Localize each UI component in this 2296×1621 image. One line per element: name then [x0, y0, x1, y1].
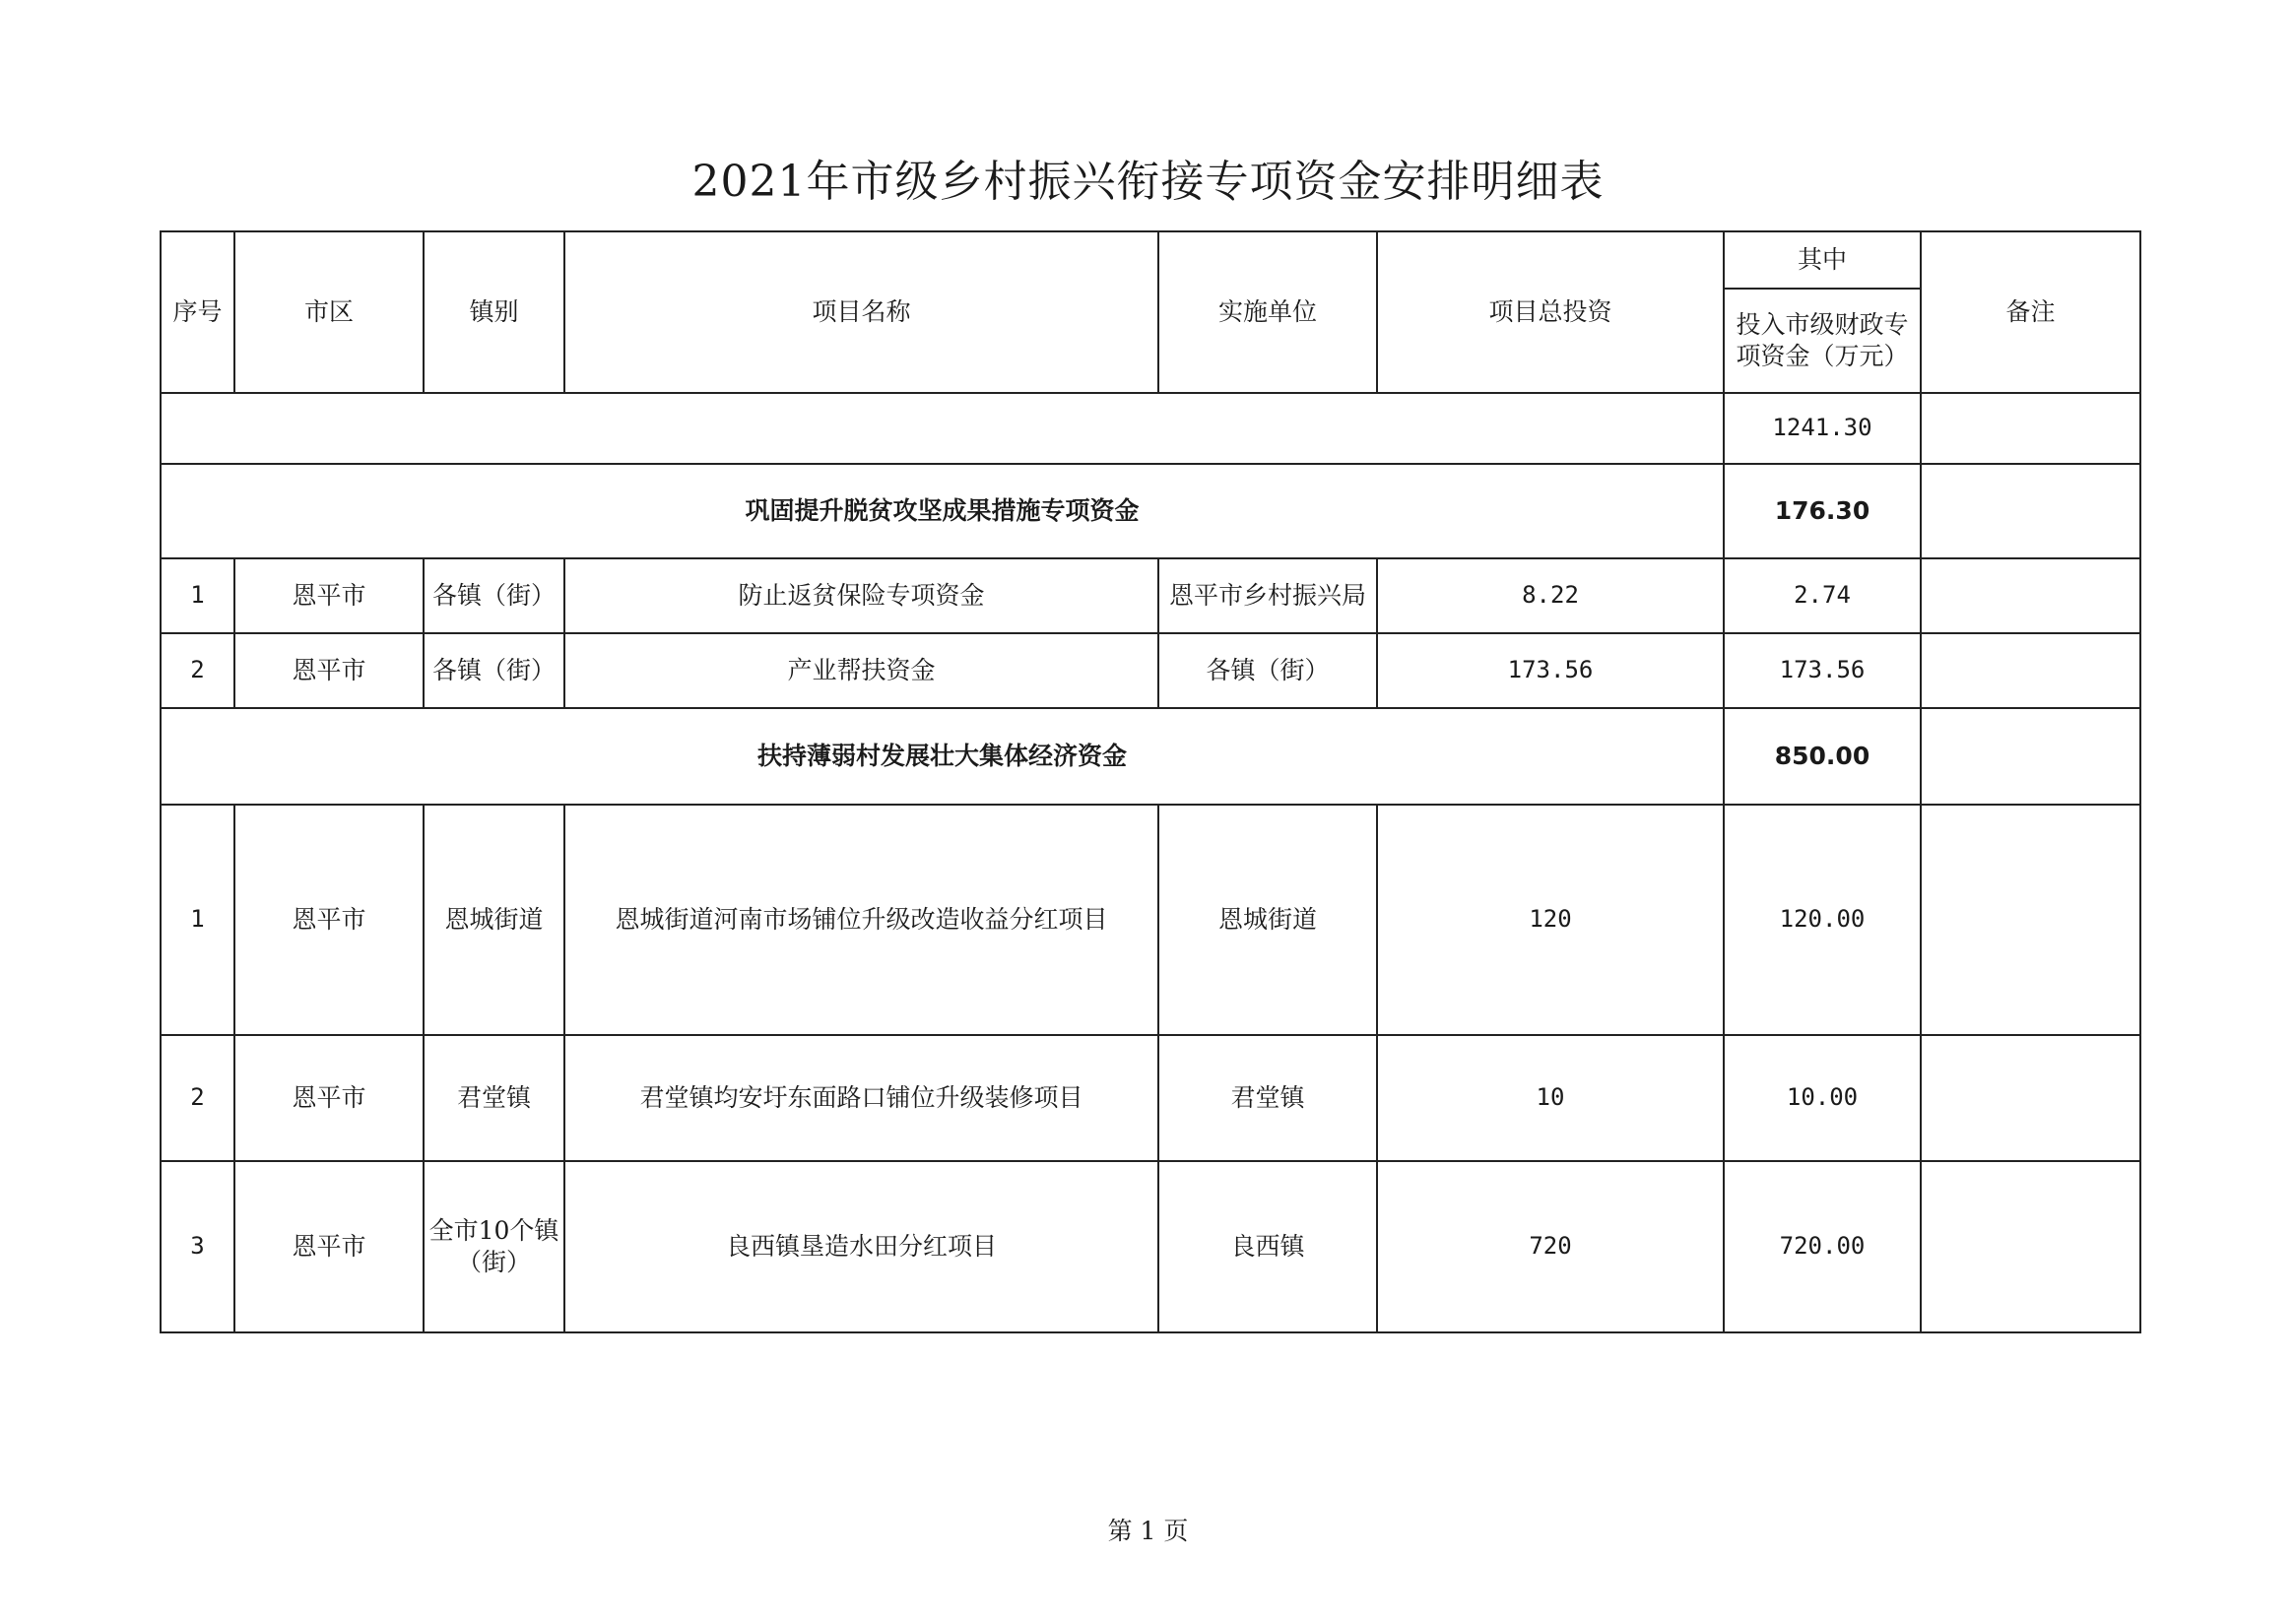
row-investment: 720 — [1377, 1161, 1724, 1332]
total-remark — [1921, 393, 2140, 464]
row-district: 恩平市 — [234, 633, 424, 708]
row-city-fund: 173.56 — [1724, 633, 1921, 708]
section-subtotal: 176.30 — [1724, 464, 1921, 558]
total-label-cell — [161, 393, 1724, 464]
row-town: 恩城街道 — [424, 805, 564, 1035]
row-project: 产业帮扶资金 — [564, 633, 1158, 708]
header-town: 镇别 — [424, 231, 564, 393]
section-remark — [1921, 464, 2140, 558]
row-seq: 1 — [161, 558, 234, 633]
page-number: 第 1 页 — [1107, 1517, 1189, 1545]
row-town: 全市10个镇（街） — [424, 1161, 564, 1332]
row-town: 各镇（街） — [424, 558, 564, 633]
header-row — [161, 231, 2140, 289]
row-project: 恩城街道河南市场铺位升级改造收益分红项目 — [564, 805, 1158, 1035]
section-remark — [1921, 708, 2140, 805]
row-investment: 8.22 — [1377, 558, 1724, 633]
row-town: 各镇（街） — [424, 633, 564, 708]
section-row — [161, 464, 2140, 558]
row-investment: 120 — [1377, 805, 1724, 1035]
header-seq: 序号 — [161, 231, 234, 393]
row-district: 恩平市 — [234, 1035, 424, 1161]
table-row — [161, 633, 2140, 708]
header-city-fund: 投入市级财政专项资金（万元） — [1724, 289, 1921, 393]
section-title: 扶持薄弱村发展壮大集体经济资金 — [161, 708, 1724, 805]
table-row — [161, 1161, 2140, 1332]
funding-detail-table — [160, 230, 2141, 1333]
row-unit: 各镇（街） — [1158, 633, 1377, 708]
header-of-which: 其中 — [1724, 231, 1921, 289]
header-district: 市区 — [234, 231, 424, 393]
row-project: 防止返贫保险专项资金 — [564, 558, 1158, 633]
row-remark — [1921, 633, 2140, 708]
row-investment: 10 — [1377, 1035, 1724, 1161]
header-remark: 备注 — [1921, 231, 2140, 393]
row-unit: 君堂镇 — [1158, 1035, 1377, 1161]
total-city-fund: 1241.30 — [1724, 393, 1921, 464]
section-title: 巩固提升脱贫攻坚成果措施专项资金 — [161, 464, 1724, 558]
row-town: 君堂镇 — [424, 1035, 564, 1161]
row-remark — [1921, 1161, 2140, 1332]
row-project: 君堂镇均安圩东面路口铺位升级装修项目 — [564, 1035, 1158, 1161]
row-city-fund: 10.00 — [1724, 1035, 1921, 1161]
row-investment: 173.56 — [1377, 633, 1724, 708]
header-total-investment: 项目总投资 — [1377, 231, 1724, 393]
section-row — [161, 708, 2140, 805]
header-project-name: 项目名称 — [564, 231, 1158, 393]
row-district: 恩平市 — [234, 805, 424, 1035]
row-unit: 恩城街道 — [1158, 805, 1377, 1035]
row-remark — [1921, 1035, 2140, 1161]
row-city-fund: 720.00 — [1724, 1161, 1921, 1332]
row-remark — [1921, 558, 2140, 633]
row-seq: 1 — [161, 805, 234, 1035]
row-unit: 良西镇 — [1158, 1161, 1377, 1332]
row-seq: 2 — [161, 1035, 234, 1161]
row-city-fund: 120.00 — [1724, 805, 1921, 1035]
row-project: 良西镇垦造水田分红项目 — [564, 1161, 1158, 1332]
document-title: 2021年市级乡村振兴衔接专项资金安排明细表 — [691, 157, 1605, 207]
header-unit: 实施单位 — [1158, 231, 1377, 393]
row-remark — [1921, 805, 2140, 1035]
row-city-fund: 2.74 — [1724, 558, 1921, 633]
table-row — [161, 805, 2140, 1035]
table-row — [161, 558, 2140, 633]
row-seq: 2 — [161, 633, 234, 708]
row-district: 恩平市 — [234, 558, 424, 633]
total-row — [161, 393, 2140, 464]
row-unit: 恩平市乡村振兴局 — [1158, 558, 1377, 633]
row-district: 恩平市 — [234, 1161, 424, 1332]
section-subtotal: 850.00 — [1724, 708, 1921, 805]
row-seq: 3 — [161, 1161, 234, 1332]
table-row — [161, 1035, 2140, 1161]
